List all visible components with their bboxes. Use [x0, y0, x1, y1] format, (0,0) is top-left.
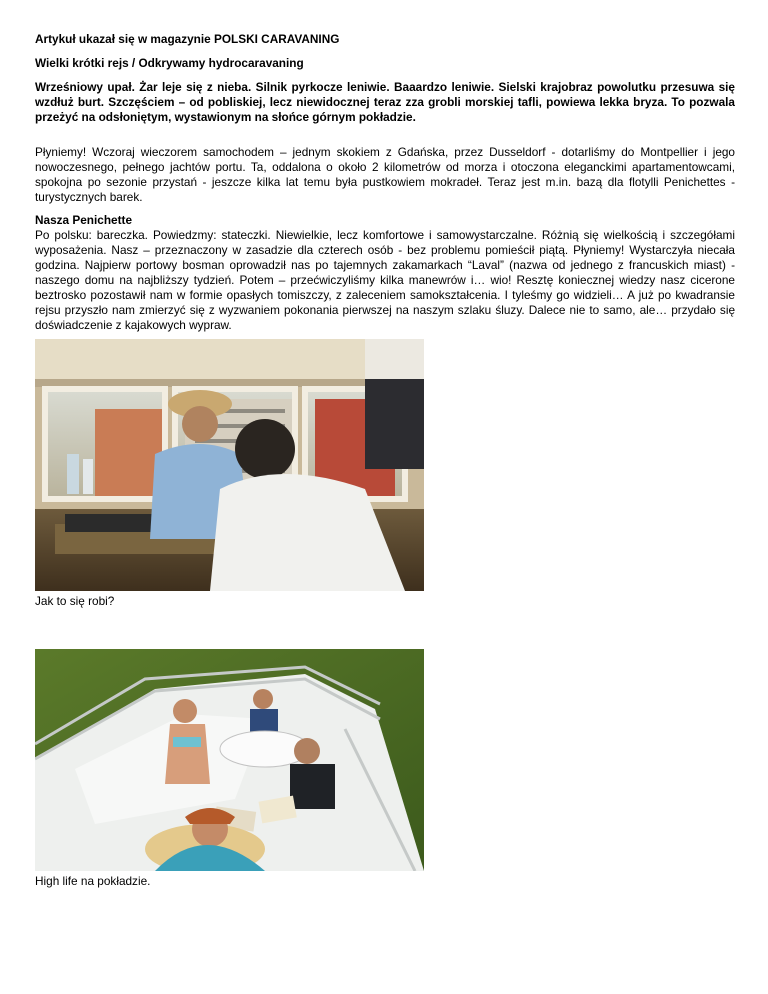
publication-note: Artykuł ukazał się w magazynie POLSKI CARAVANING [35, 32, 340, 46]
section-paragraph: Po polsku: bareczka. Powiedzmy: stateczki. Niewielkie, lecz komfortowe i samowystarczalne. Różnią się wielkością i szczegółami wyposażenia. Nasz – przeznaczony w zasadzie dla czterech osób - bez problemu pomieścił piątą. Płyniemy! Wystarczyła niecała godzina. Najpierw portowy bosman oprowadził nas po tajemnych zakamarkach “Laval” (nazwa od jednego z francuskich miast) - naszego domu na najbliższy tydzień. Potem – przećwiczyliśmy kilka manewrów i… wio! Resztę koniecznej wiedzy nasz cicerone beztrosko pozostawił nam w formie opasłych tomiszczy, z zaleceniem samokształcenia. I tyleśmy go widzieli… A już po kwadransie rejsu przyszło nam zmierzyć się z wyzwaniem pokonania pierwszej na naszym szlaku śluzy. Dalece nie to samo, ale… przydało się doświadczenie z kajakowych wypraw. [35, 228, 735, 332]
article-title: Wielki krótki rejs / Odkrywamy hydrocaravaning [35, 56, 304, 70]
intro-paragraph: Płyniemy! Wczoraj wieczorem samochodem – jednym skokiem z Gdańska, przez Dusseldorf - dotarliśmy do Montpellier i jego nowoczesnego, pełnego jachtów portu. Ta, oddalona o około 2 kilometrów od morza i otoczona eleganckimi apartamentowcami, spokojna po sezonie przystań - jeszcze kilka lat temu była pustkowiem mokradeł. Teraz jest m.in. bazą dla flotylli Penichettes - turystycznych barek. [35, 145, 735, 204]
figure-deck [35, 649, 735, 889]
photo-deck [35, 649, 424, 871]
figure-cabin [35, 339, 735, 609]
photo-caption-deck: High life na pokładzie. [35, 874, 151, 888]
photo-cabin [35, 339, 424, 591]
article [35, 32, 735, 889]
section-heading: Nasza Penichette [35, 213, 133, 227]
lead-paragraph: Wrześniowy upał. Żar leje się z nieba. Silnik pyrkocze leniwie. Baaardzo leniwie. Sielski krajobraz powolutku przesuwa się wzdłuż burt. Szczęściem – od pobliskiej, lecz niewidocznej teraz zza grobli morskiej tafli, powiewa lekka bryza. To pozwala przeżyć na odsłoniętym, wystawionym na słońce górnym pokładzie. [35, 80, 735, 124]
photo-caption-cabin: Jak to się robi? [35, 594, 115, 608]
